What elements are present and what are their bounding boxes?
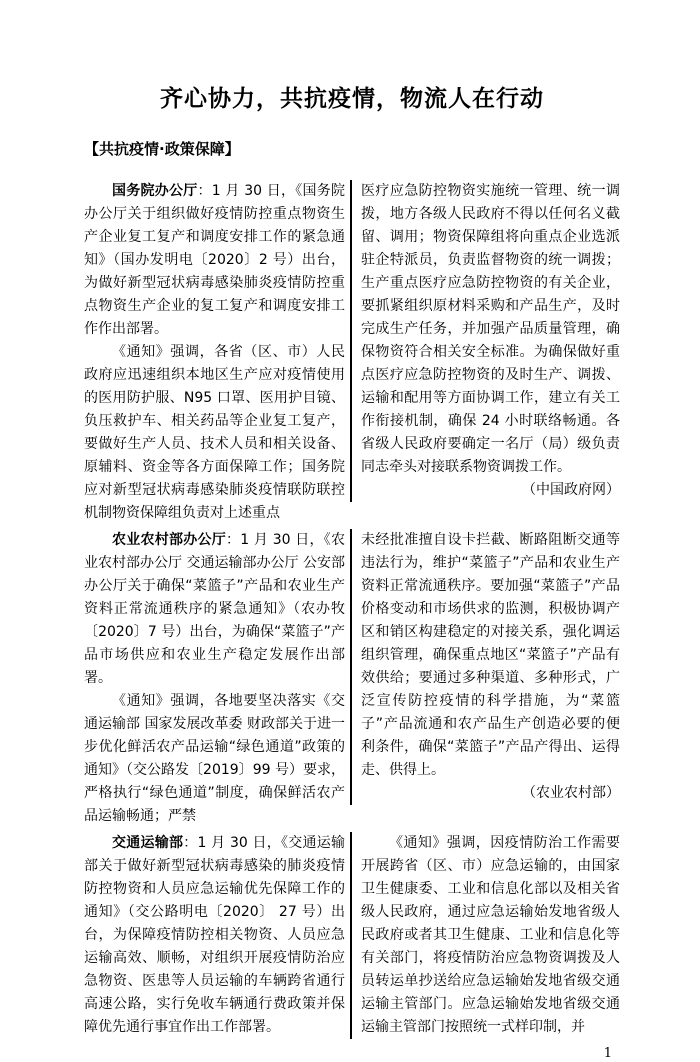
article-left-column — [84, 529, 345, 828]
source-attribution: （农业农村部） — [522, 785, 620, 801]
source-attribution: （中国政府网） — [522, 482, 620, 498]
org-name: 交通运输部 — [112, 835, 184, 851]
paragraph — [84, 832, 345, 1039]
article-right-column — [350, 529, 620, 805]
page-title: 齐心协力，共抗疫情，物流人在行动 — [160, 86, 544, 112]
org-name: 农业农村部办公厅 — [112, 532, 226, 548]
paragraph: 《通知》强调，各省（区、市）人民政府应迅速组织本地区生产应对疫情使用的医用防护服、N95 口罩、医用护目镜、负压救护车、相关药品等企业复工复产，要做好生产人员、技术人员和相关设备、原辅料、资金等各方面保障工作；国务院应对新型冠状病毒感染肺炎疫情联防联控机制物资保障组负责对上述重点 — [84, 344, 345, 521]
paragraph: 《通知》强调，因疫情防治工作需要开展跨省（区、市）应急运输的，由国家卫生健康委、工业和信息化部以及相关省级人民政府，通过应急运输始发地省级人民政府或者其卫生健康、工业和信息化等有关部门，将疫情防治应急物资调拨及人员转运单抄送给应急运输始发地省级交通运输主管部门。应急运输始发地省级交通运输主管部门按照统一式样印制，并 — [361, 835, 620, 1035]
article-jiaotongyunshubu — [84, 832, 620, 1039]
paragraph — [84, 529, 345, 690]
page-number: 1 — [603, 1046, 612, 1061]
article-guowuyuan — [84, 180, 620, 525]
paragraph: 《通知》强调，各地要坚决落实《交通运输部 国家发展改革委 财政部关于进一步优化鲜活农产品运输“绿色通道”政策的通知》（交公路发〔2019〕99 号）要求，严格执行“绿色通道”制度，确保鲜活农产品运输畅通；严禁 — [84, 693, 345, 824]
article-left-column — [84, 832, 345, 1039]
article-nongyenongcunbu — [84, 529, 620, 828]
paragraph-text: ：1 月 30 日，《农业农村部办公厅 交通运输部办公厅 公安部办公厅关于确保“菜篮子”产品和农业生产资料正常流通秩序的紧急通知》（农办牧〔2020〕7 号）出台，为确保“菜篮子”产品市场供应和农业生产稳定发展作出部署。 — [84, 532, 346, 686]
article-right-column — [350, 832, 620, 1039]
article-right-column — [350, 180, 620, 502]
article-left-column — [84, 180, 345, 525]
org-name: 国务院办公厅 — [112, 183, 198, 199]
paragraph-text: ：1 月 30 日，《国务院办公厅关于组织做好疫情防控重点物资生产企业复工复产和调度安排工作的紧急通知》（国办发明电〔2020〕2 号）出台，为做好新型冠状病毒感染肺炎疫情防控重点物资生产企业的复工复产和调度安排工作作出部署。 — [84, 183, 346, 337]
section-header: 【共抗疫情·政策保障】 — [84, 140, 240, 158]
paragraph-text: ：1 月 30 日，《交通运输部关于做好新型冠状病毒感染的肺炎疫情防控物资和人员应急运输优先保障工作的通知》（交公路明电〔2020〕 27 号）出台，为保障疫情防控相关物资、人员应急运输高效、顺畅，对组织开展疫情防治应急物资、医患等人员运输的车辆跨省通行高速公路，实行免收车辆通行费政策并保障优先通行事宜作出工作部署。 — [84, 835, 346, 1035]
paragraph — [84, 180, 345, 341]
paragraph: 未经批准擅自设卡拦截、断路阻断交通等违法行为，维护“菜篮子”产品和农业生产资料正常流通秩序。要加强“菜篮子”产品价格变动和市场供求的监测，积极协调产区和销区构建稳定的对接关系，强化调运组织管理，确保重点地区“菜篮子”产品有效供给；要通过多种渠道、多种形式，广泛宣传防控疫情的科学措施，为“菜篮子”产品流通和农产品生产创造必要的便利条件，确保“菜篮子”产品产得出、运得走、供得上。 — [361, 532, 620, 778]
paragraph: 医疗应急防控物资实施统一管理、统一调拨，地方各级人民政府不得以任何名义截留、调用；物资保障组将向重点企业选派驻企特派员，负责监督物资的统一调拨；生产重点医疗应急防控物资的有关企业，要抓紧组织原材料采购和产品生产，及时完成生产任务，并加强产品质量管理，确保物资符合相关安全标准。为确保做好重点医疗应急防控物资的及时生产、调拨、运输和配用等方面协调工作，建立有关工作衔接机制，确保 24 小时联络畅通。各省级人民政府要确定一名厅（局）级负责同志牵头对接联系物资调拨工作。 — [361, 183, 620, 475]
